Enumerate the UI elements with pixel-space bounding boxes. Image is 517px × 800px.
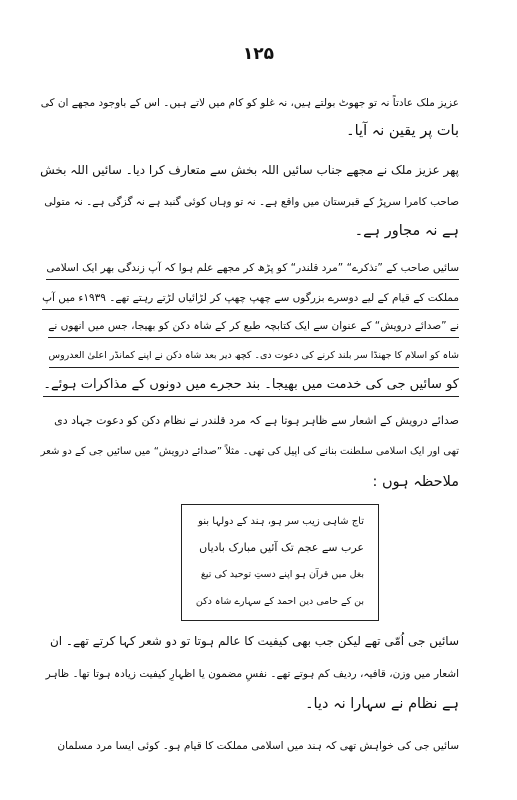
text-line-9: شاہ کو اسلام کا جھنڈا سر بلند کرنے کی دعوت دی۔ کچھ دیر بعد شاہ دکن نے اپنے کمانڈر اعلیٰ العدروس	[49, 346, 460, 368]
text-line-6: سائیں صاحب کے ”تذکرے“ ”مرد قلندر“ کو پڑھ کر مجھے علم ہوا کہ آپ زندگی بھر ایک اسلامی	[46, 258, 459, 280]
text-line-3: پھر عزیز ملک نے مجھے جناب سائیں اللہ بخش سے متعارف کرا دیا۔ سائیں اللہ بخش	[40, 163, 459, 177]
text-line-10: کو سائیں جی کی خدمت میں بھیجا۔ بند حجرے میں دونوں کے مذاکرات ہوئے۔	[43, 375, 459, 397]
text-line-13: ملاحظہ ہوں :	[372, 474, 459, 490]
text-line-11: صدائے درویش کے اشعار سے ظاہر ہوتا ہے کہ مرد قلندر نے نظام دکن کو دعوت جہاد دی	[54, 414, 459, 427]
text-line-15: اشعار میں وزن، قافیہ، ردیف کم ہوتے تھے۔ نفسِ مضمون یا اظہارِ کیفیت زیادہ ہوتا تھا۔ ظاہر	[45, 668, 459, 680]
page-number: ۱۲۵	[242, 44, 275, 64]
text-line-4: صاحب کامرا سرپڑ کے قبرستان میں واقع ہے۔ نہ تو وہاں کوئی گنبد ہے نہ گزگی ہے۔ نہ متولی	[44, 196, 459, 208]
text-line-14: سائیں جی اُمّی تھے لیکن جب بھی کیفیت کا عالم ہوتا تو دو شعر کہا کرتے تھے۔ ان	[49, 634, 459, 648]
poem-verse-3: بغل میں قرآن ہو اپنے دستِ توحید کی تیغ	[200, 569, 364, 580]
text-line-16: ہے نظام نے سہارا نہ دیا۔	[305, 696, 459, 712]
text-line-8: نے ”صدائے درویش“ کے عنوان سے ایک کتابچہ طبع کر کے شاہ دکن کو بھیجا، جس میں انھوں نے	[48, 316, 459, 338]
poem-verse-1: تاج شاہی زیب سر ہو، ہند کے دولہا بنو	[198, 516, 364, 527]
text-line-5: ہے نہ مجاور ہے۔	[354, 223, 459, 239]
text-line-1: عزیز ملک عادتاً نہ تو جھوٹ بولتے ہیں، نہ غلو کو کام میں لاتے ہیں۔ اس کے باوجود مجھے ان کی	[40, 97, 459, 109]
poem-verse-2: عرب سے عجم تک آئیں مبارک بادیاں	[199, 541, 364, 554]
poem-box	[181, 504, 379, 621]
poem-verse-4: بن کے حامی دین احمد کے سہارے شاہ دکن	[195, 596, 364, 607]
text-line-2: بات پر یقین نہ آیا۔	[346, 123, 459, 139]
text-line-12: تھی اور ایک اسلامی سلطنت بنانے کی اپیل کی تھی۔ مثلاً ”صدائے درویش“ میں سائیں جی کے دو شعر	[40, 446, 459, 457]
text-line-17: سائیں جی کی خواہش تھی کہ ہند میں اسلامی مملکت کا قیام ہو۔ کوئی ایسا مرد مسلمان	[57, 740, 459, 752]
text-line-7: مملکت کے قیام کے لیے دوسرے بزرگوں سے چھپ چھپ کر لڑائیاں لڑتے رہتے تھے۔ ۱۹۳۹ء میں آپ	[42, 288, 459, 310]
